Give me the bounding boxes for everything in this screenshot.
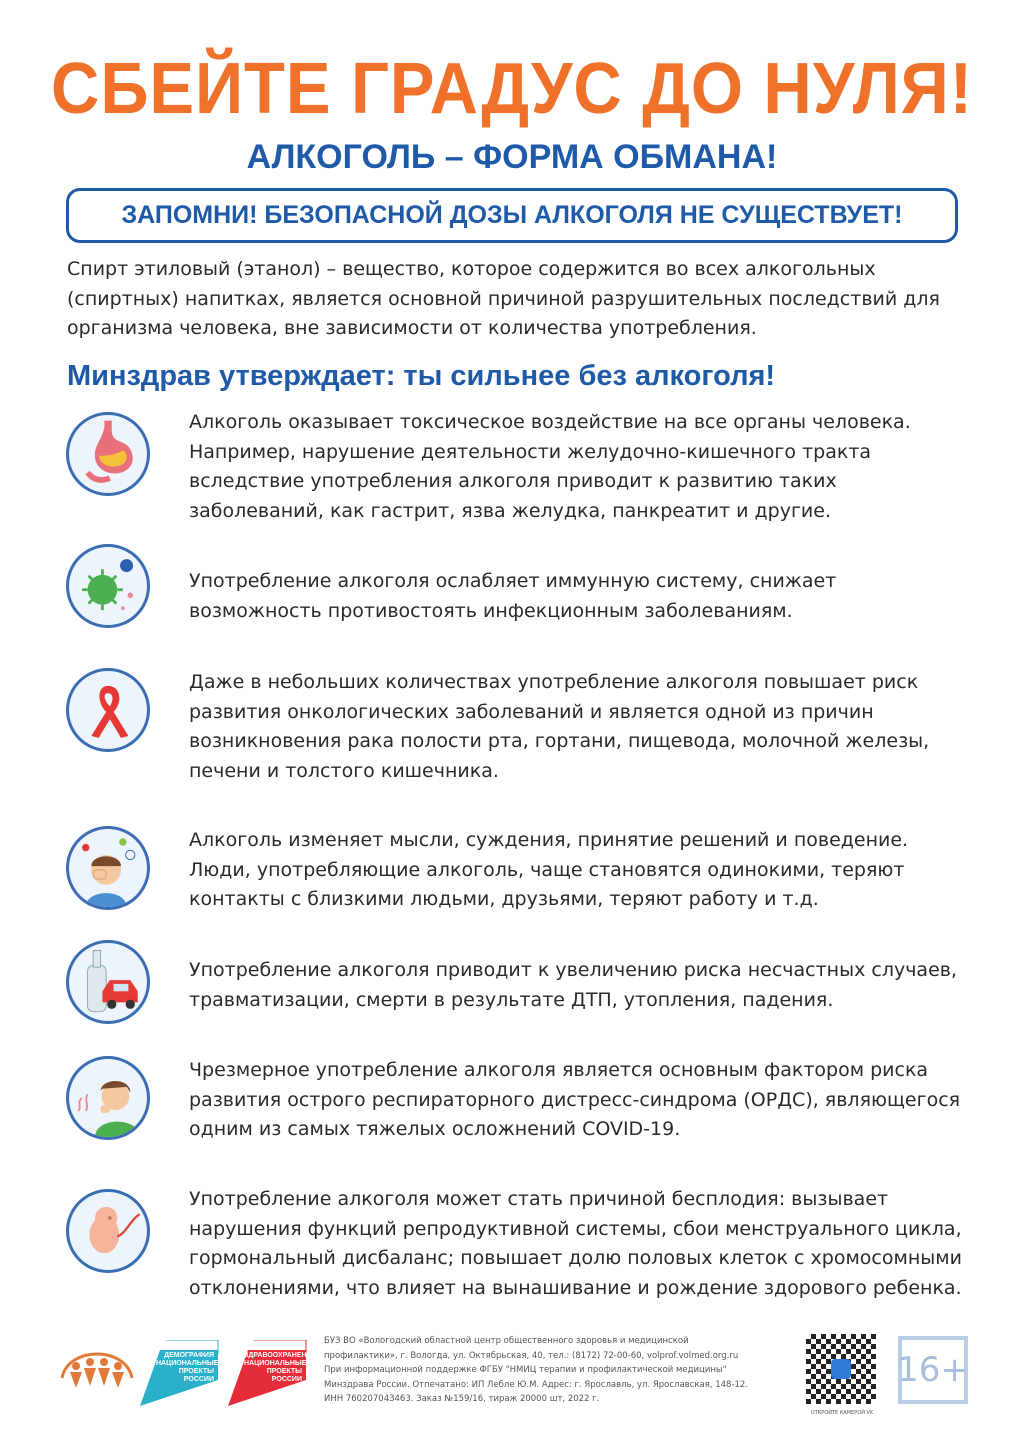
national-projects-health-logo (228, 1340, 317, 1406)
qr-code[interactable] (806, 1334, 876, 1404)
confused-person-icon (66, 826, 150, 910)
poster-title: СБЕЙТЕ ГРАДУС ДО НУЛЯ! (51, 49, 973, 129)
age-rating: 16+ (898, 1336, 968, 1404)
poster-subtitle: АЛКОГОЛЬ – ФОРМА ОБМАНА! (246, 138, 778, 176)
vk-logo-icon (831, 1359, 851, 1379)
item-text: Алкоголь оказывает токсическое воздействие на все органы человека. Например, нарушение деятельности желудочно-кишечного тракта вследствие употребления алкоголя приводит к развитию таких заболеваний, как гастрит, язва желудка, панкреатит и другие. (189, 411, 911, 522)
item-text: Употребление алкоголя ослабляет иммунную систему, снижает возможность противостоять инфекционным заболеваниям. (189, 570, 837, 622)
intro-paragraph: Спирт этиловый (этанол) – вещество, которое содержится во всех алкогольных (спиртных) напитках, является основной причиной разрушительных последствий для организма человека, вне зависимости от количества употребления. (67, 258, 940, 339)
warning-box (66, 188, 958, 243)
np-health-text: ЗДРАВООХРАНЕНИЕ НАЦИОНАЛЬНЫЕ ПРОЕКТЫ РОССИИ (244, 1352, 317, 1383)
np-demography-text: ДЕМОГРАФИЯ НАЦИОНАЛЬНЫЕ ПРОЕКТЫ РОССИИ (156, 1352, 219, 1383)
virus-icon (66, 544, 150, 628)
stomach-icon (66, 412, 150, 496)
cancer-ribbon-icon (66, 668, 150, 752)
item-text: Употребление алкоголя может стать причиной бесплодия: вызывает нарушения функций репродуктивной системы, сбои менструального цикла, гормональный дисбаланс; повышает долю половых клеток с хромосомными отклонениями, что влияет на вынашивание и рождение здорового ребенка. (189, 1188, 962, 1299)
footer-line: При информационной поддержке ФГБУ "НМИЦ терапии и профилактической медицины" (324, 1365, 727, 1375)
footer-line: профилактики», г. Вологда, ул. Октябрьская, 40, тел.: (8172) 72-00-60, volprof.volmed.org.ru (324, 1350, 739, 1361)
footer-line: БУЗ ВО «Вологодский областной центр общественного здоровья и медицинской (324, 1336, 689, 1346)
footer-line: ИНН 760207043463. Заказ №159/16, тираж 20000 шт, 2022 г. (324, 1394, 600, 1404)
publisher-info (324, 1334, 794, 1407)
bottle-car-crash-icon (66, 940, 150, 1024)
section-heading: Минздрав утверждает: ты сильнее без алкоголя! (67, 360, 776, 392)
org-logo (56, 1338, 138, 1418)
warning-text: ЗАПОМНИ! БЕЗОПАСНОЙ ДОЗЫ АЛКОГОЛЯ НЕ СУЩЕСТВУЕТ! (121, 201, 903, 229)
embryo-icon (66, 1189, 150, 1273)
national-projects-demography-logo (140, 1340, 220, 1406)
footer (0, 1330, 1024, 1430)
qr-caption: ОТКРОЙТЕ КАМЕРОЙ VK (810, 1410, 874, 1416)
item-text: Даже в небольших количествах употребление алкоголя повышает риск развития онкологических заболеваний и является одной из причин возникновения рака полости рта, гортани, пищевода, молочной железы, печени и толстого кишечника. (189, 671, 930, 782)
coughing-person-icon (66, 1056, 150, 1140)
item-text: Алкоголь изменяет мысли, суждения, принятие решений и поведение. Люди, употребляющие алкоголь, чаще становятся одинокими, теряют контакты с близкими людьми, друзьями, теряют работу и т.д. (189, 829, 909, 910)
item-text: Чрезмерное употребление алкоголя является основным фактором риска развития острого респираторного дистресс-синдрома (ОРДС), являющегося одним из самых тяжелых осложнений COVID-19. (189, 1059, 961, 1140)
item-text: Употребление алкоголя приводит к увеличению риска несчастных случаев, травматизации, смерти в результате ДТП, утопления, падения. (189, 959, 957, 1011)
footer-line: Минздрава России. Отпечатано: ИП Лебле Ю.М. Адрес: г. Ярославль, ул. Ярославская, 148-12. (324, 1379, 749, 1390)
